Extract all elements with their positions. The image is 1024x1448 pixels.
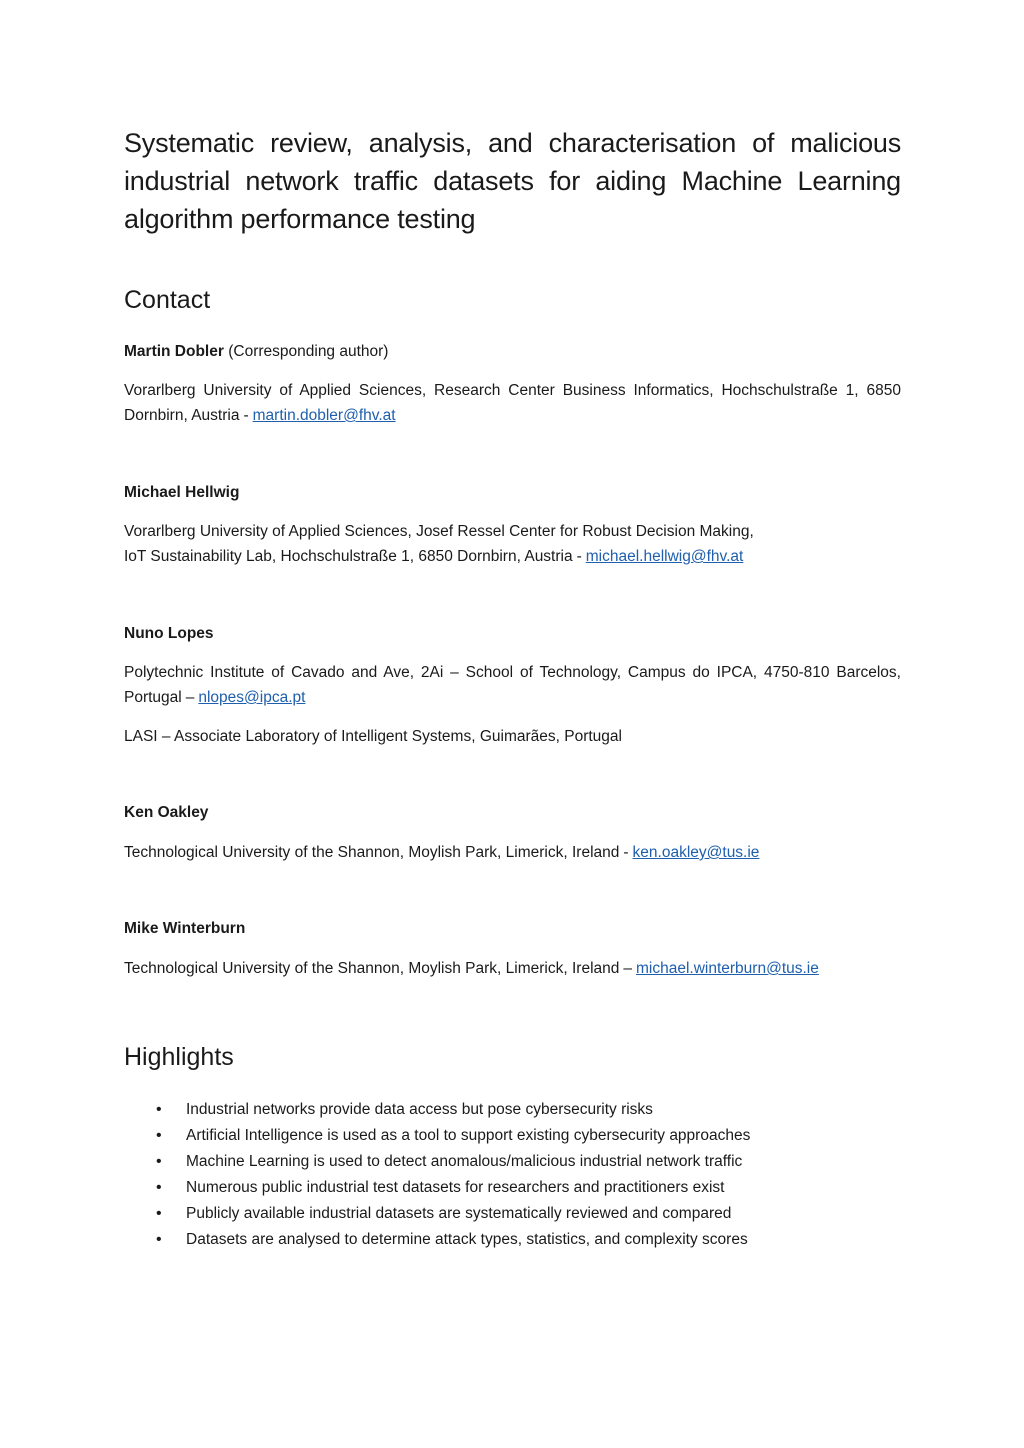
author-name-oakley: Ken Oakley: [124, 804, 209, 821]
affiliation-oakley: Technological University of the Shannon, Moylish Park, Limerick, Ireland - ken.oakley@tus.ie: [124, 844, 760, 861]
affiliation-winterburn: Technological University of the Shannon, Moylish Park, Limerick, Ireland – michael.winterburn@tus.ie: [124, 960, 819, 977]
email-link-lopes[interactable]: nlopes@ipca.pt: [198, 689, 306, 706]
author-role: (Corresponding author): [228, 343, 389, 360]
bullet-icon: •: [156, 1205, 162, 1222]
author-name-winterburn: Mike Winterburn: [124, 920, 246, 937]
highlight-item: • Machine Learning is used to detect anomalous/malicious industrial network traffic: [124, 1149, 901, 1175]
affiliation-hellwig: Vorarlberg University of Applied Sciences, Josef Ressel Center for Robust Decision Making, IoT Sustainability Lab, Hochschulstraße 1, 6850 Dornbirn, Austria - michael.hellwig@fhv.at: [124, 523, 754, 565]
contact-heading: Contact: [124, 286, 211, 314]
highlight-item: • Artificial Intelligence is used as a tool to support existing cybersecurity approaches: [124, 1123, 901, 1149]
bullet-icon: •: [156, 1127, 162, 1144]
email-link-oakley[interactable]: ken.oakley@tus.ie: [632, 844, 760, 861]
email-link-hellwig[interactable]: michael.hellwig@fhv.at: [585, 548, 744, 565]
author-name-lopes: Nuno Lopes: [124, 625, 214, 642]
paper-title: Systematic review, analysis, and characterisation of malicious industrial network traffic datasets for aiding Machine Learning algorithm performance testing: [124, 128, 901, 234]
author-name-dobler: Martin Dobler (Corresponding author): [124, 343, 389, 360]
highlight-item: • Datasets are analysed to determine attack types, statistics, and complexity scores: [124, 1227, 901, 1253]
bullet-icon: •: [156, 1153, 162, 1170]
bullet-icon: •: [156, 1231, 162, 1248]
affiliation-lopes: Polytechnic Institute of Cavado and Ave, 2Ai – School of Technology, Campus do IPCA, 4750-810 Barcelos, Portugal – nlopes@ipca.pt: [124, 664, 901, 706]
affiliation-dobler: Vorarlberg University of Applied Sciences, Research Center Business Informatics, Hochschulstraße 1, 6850 Dornbirn, Austria - martin.dobler@fhv.at: [124, 382, 901, 424]
bullet-icon: •: [156, 1101, 162, 1118]
highlights-heading: Highlights: [124, 1043, 234, 1071]
bullet-icon: •: [156, 1179, 162, 1196]
highlights-list: [124, 1097, 901, 1253]
highlight-item: • Numerous public industrial test datasets for researchers and practitioners exist: [124, 1175, 901, 1201]
author-name-hellwig: Michael Hellwig: [124, 484, 240, 501]
email-link-winterburn[interactable]: michael.winterburn@tus.ie: [636, 960, 819, 977]
highlight-item: • Industrial networks provide data access but pose cybersecurity risks: [124, 1097, 901, 1123]
affiliation-lopes-lasi: LASI – Associate Laboratory of Intelligent Systems, Guimarães, Portugal: [124, 728, 622, 745]
highlight-item: • Publicly available industrial datasets are systematically reviewed and compared: [124, 1201, 901, 1227]
email-link-dobler[interactable]: martin.dobler@fhv.at: [252, 407, 396, 424]
